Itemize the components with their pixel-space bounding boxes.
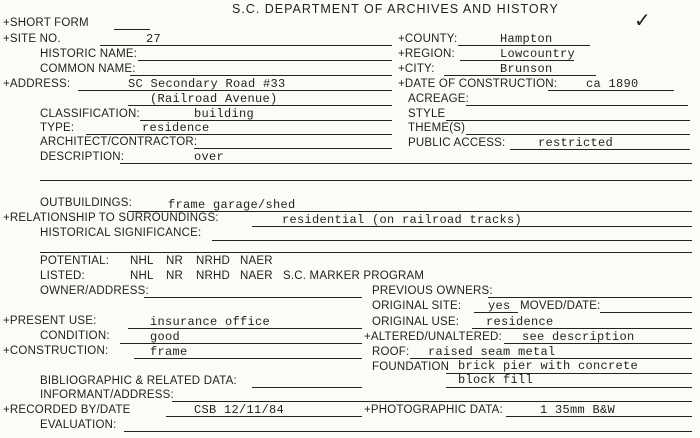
- informant-line: [172, 401, 692, 402]
- short-form-line: [114, 29, 150, 30]
- present-use-line: [128, 328, 362, 329]
- significance-label: HISTORICAL SIGNIFICANCE:: [40, 227, 202, 239]
- photographic-data-value: 1 35mm B&W: [540, 403, 616, 417]
- original-use-line: [472, 328, 692, 329]
- date-of-construction-label: +DATE OF CONSTRUCTION:: [398, 78, 558, 90]
- informant-label: INFORMANT/ADDRESS:: [40, 389, 174, 401]
- evaluation-line: [124, 431, 692, 432]
- region-value: Lowcountry: [500, 47, 576, 61]
- listed-nr: NR: [166, 270, 184, 282]
- listed-nhl: NHL: [130, 270, 154, 282]
- common-name-line: [130, 75, 392, 76]
- significance-line-2: [40, 252, 692, 253]
- relationship-line: [252, 226, 692, 227]
- classification-value: building: [194, 107, 255, 121]
- listed-naer: NAER: [240, 270, 273, 282]
- type-value: residence: [142, 121, 210, 135]
- altered-value: see description: [522, 330, 635, 344]
- photographic-data-label: +PHOTOGRAPHIC DATA:: [364, 404, 503, 416]
- region-label: +REGION:: [398, 48, 455, 60]
- architect-label: ARCHITECT/CONTRACTOR:: [40, 136, 198, 148]
- public-access-label: PUBLIC ACCESS:: [408, 137, 506, 149]
- city-label: +CITY:: [398, 63, 435, 75]
- public-access-line: [510, 149, 690, 150]
- outbuildings-label: OUTBUILDINGS:: [40, 197, 133, 209]
- potential-label: POTENTIAL:: [40, 255, 110, 267]
- site-no-line: [100, 45, 392, 46]
- classification-label: CLASSIFICATION:: [40, 108, 140, 120]
- address-line-2: (Railroad Avenue): [150, 92, 278, 106]
- recorded-by-value: CSB 12/11/84: [194, 403, 285, 417]
- foundation-value-1: brick pier with concrete: [458, 359, 639, 373]
- listed-nrhd: NRHD: [196, 270, 231, 282]
- photographic-data-line: [506, 416, 692, 417]
- site-no-value: 27: [146, 32, 162, 46]
- altered-label: +ALTERED/UNALTERED:: [364, 331, 502, 343]
- present-use-label: +PRESENT USE:: [3, 315, 97, 327]
- present-use-value: insurance office: [150, 315, 271, 329]
- architect-line: [194, 148, 392, 149]
- acreage-line: [466, 105, 688, 106]
- type-label: TYPE:: [40, 122, 75, 134]
- date-of-construction-line: [548, 90, 674, 91]
- form-title: S.C. DEPARTMENT OF ARCHIVES AND HISTORY: [232, 2, 559, 16]
- county-label: +COUNTY:: [398, 33, 458, 45]
- listed-label: LISTED:: [40, 270, 85, 282]
- bibliographic-line: [252, 387, 362, 388]
- region-line: [460, 60, 574, 61]
- evaluation-label: EVALUATION:: [40, 419, 117, 431]
- site-no-label: +SITE NO.: [3, 33, 61, 45]
- roof-label: ROOF:: [372, 346, 410, 358]
- previous-owners-line: [488, 297, 692, 298]
- relationship-label: +RELATIONSHIP TO SURROUNDINGS:: [3, 212, 219, 224]
- address-label: +ADDRESS:: [3, 78, 71, 90]
- style-line: [446, 120, 690, 121]
- construction-line: [134, 358, 362, 359]
- relationship-value: residential (on railroad tracks): [282, 213, 523, 227]
- foundation-value-2: block fill: [458, 373, 534, 387]
- potential-nrhd: NRHD: [196, 255, 231, 267]
- potential-nr: NR: [166, 255, 184, 267]
- description-label: DESCRIPTION:: [40, 151, 125, 163]
- short-form-label: +SHORT FORM: [3, 17, 89, 29]
- foundation-line-2: [446, 387, 692, 388]
- acreage-label: ACREAGE:: [408, 93, 470, 105]
- original-site-line: [474, 312, 518, 313]
- potential-nhl: NHL: [130, 255, 154, 267]
- public-access-value: restricted: [538, 136, 614, 150]
- description-line: [120, 163, 692, 164]
- condition-line: [120, 343, 362, 344]
- significance-line: [212, 240, 692, 241]
- county-line: [458, 45, 590, 46]
- recorded-by-line: [166, 416, 362, 417]
- description-value: over: [194, 150, 225, 164]
- address-line: [78, 90, 392, 91]
- owner-address-label: OWNER/ADDRESS:: [40, 285, 149, 297]
- checkmark-icon: ✓: [634, 8, 651, 32]
- theme-line: [466, 134, 690, 135]
- historic-name-line: [138, 60, 392, 61]
- potential-naer: NAER: [240, 255, 273, 267]
- city-value: Brunson: [500, 62, 553, 76]
- condition-value: good: [150, 330, 181, 344]
- foundation-label: FOUNDATION: [372, 361, 450, 373]
- condition-label: CONDITION:: [40, 330, 110, 342]
- type-line: [86, 134, 392, 135]
- moved-date-line: [600, 312, 692, 313]
- style-label: STYLE: [408, 108, 446, 120]
- sc-marker-program: S.C. MARKER PROGRAM: [283, 270, 425, 282]
- altered-line: [504, 343, 692, 344]
- previous-owners-label: PREVIOUS OWNERS:: [372, 285, 493, 297]
- date-of-construction-value: ca 1890: [586, 77, 639, 91]
- bibliographic-label: BIBLIOGRAPHIC & RELATED DATA:: [40, 375, 237, 387]
- roof-value: raised seam metal: [428, 345, 556, 359]
- theme-label: THEME(S): [408, 122, 466, 134]
- moved-date-label: MOVED/DATE:: [520, 300, 601, 312]
- address-line-1: SC Secondary Road #33: [128, 77, 286, 91]
- historic-name-label: HISTORIC NAME:: [40, 48, 138, 60]
- original-use-label: ORIGINAL USE:: [372, 316, 460, 328]
- construction-label: +CONSTRUCTION:: [3, 345, 109, 357]
- address-2-line: [128, 105, 392, 106]
- original-site-value: yes: [488, 299, 511, 313]
- construction-value: frame: [150, 345, 188, 359]
- original-use-value: residence: [486, 315, 554, 329]
- county-value: Hampton: [500, 32, 553, 46]
- original-site-label: ORIGINAL SITE:: [372, 300, 462, 312]
- city-line: [444, 75, 596, 76]
- owner-address-line: [144, 297, 362, 298]
- recorded-by-label: +RECORDED BY/DATE: [3, 404, 131, 416]
- common-name-label: COMMON NAME:: [40, 63, 136, 75]
- description-line-2: [40, 180, 692, 181]
- outbuildings-value: frame garage/shed: [168, 198, 296, 212]
